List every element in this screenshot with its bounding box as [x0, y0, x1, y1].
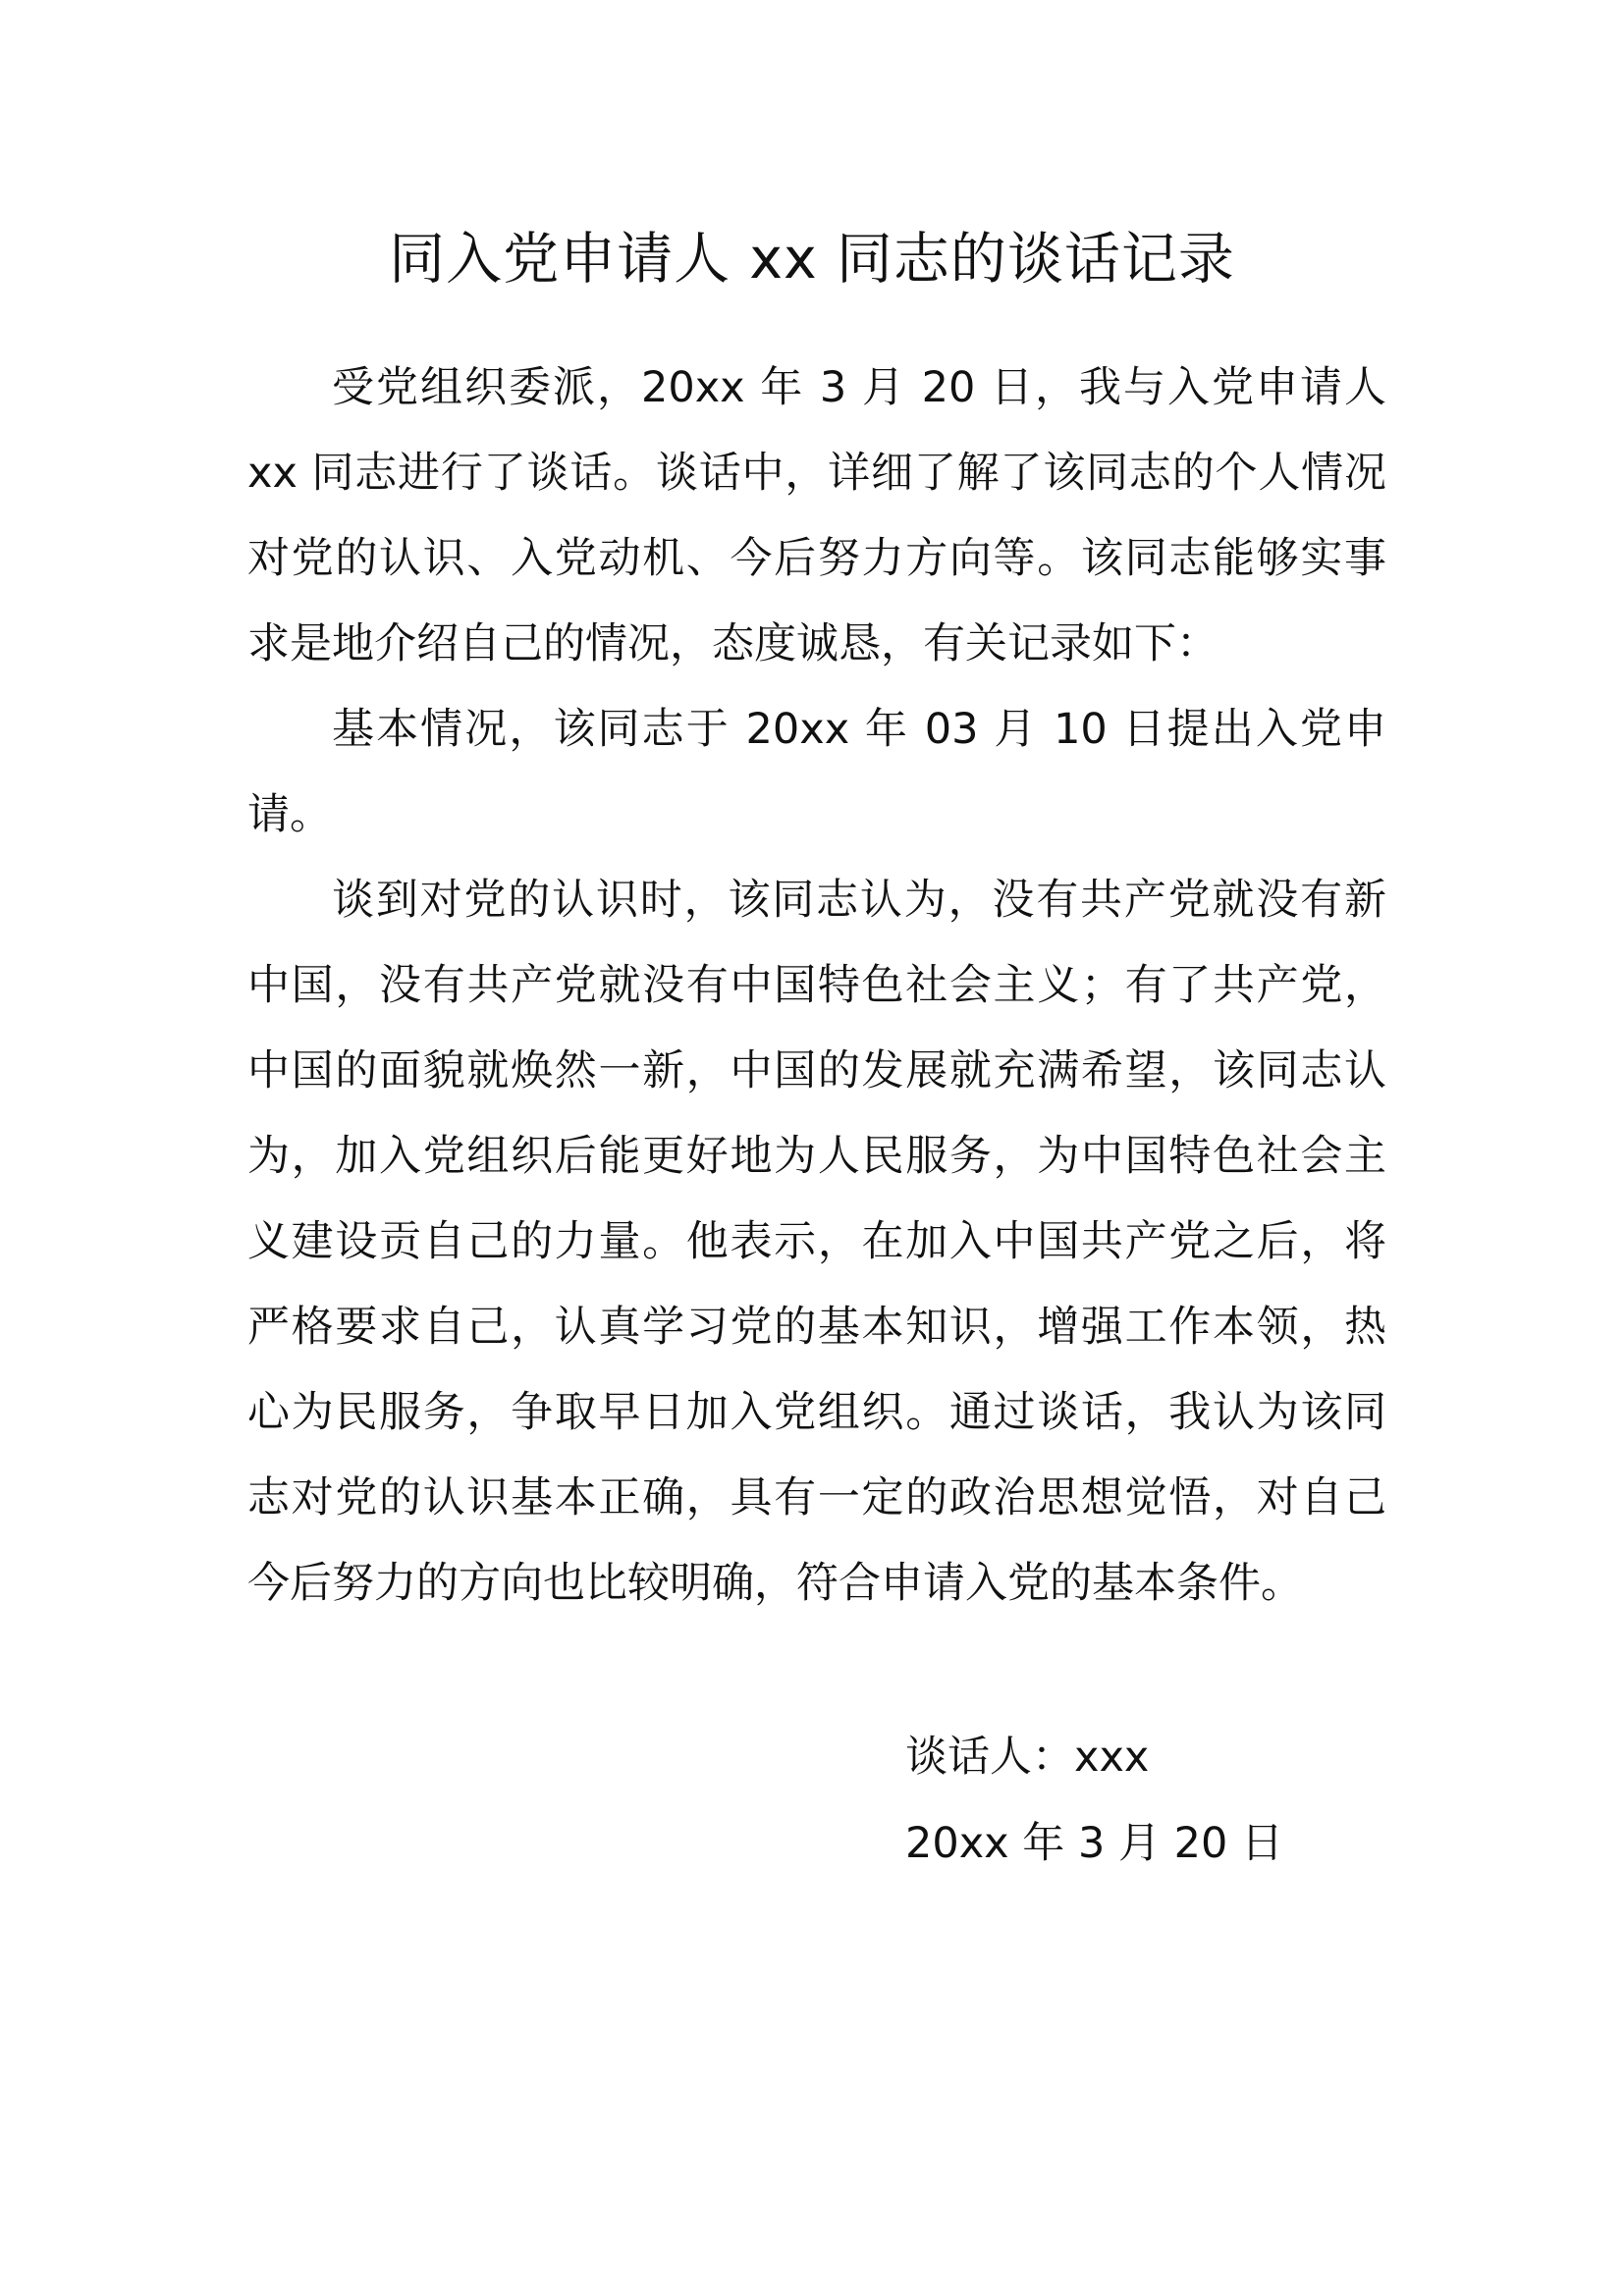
signature-block [905, 1714, 1396, 1887]
document-body [247, 346, 1386, 1627]
paragraph-basic-info: 基本情况，该同志于 20xx 年 03 月 10 日提出入党申请。 [247, 705, 1386, 839]
document-title: 同入党申请人 xx 同志的谈话记录 [389, 227, 1235, 292]
signature-date: 20xx 年 3 月 20 日 [905, 1819, 1284, 1868]
interviewer-line: 谈话人：xxx [905, 1733, 1150, 1782]
paragraph-understanding: 谈到对党的认识时，该同志认为，没有共产党就没有新中国，没有共产党就没有中国特色社会主义；有了共产党，中国的面貌就焕然一新，中国的发展就充满希望，该同志认为，加入党组织后能更好地为人民服务，为中国特色社会主义建设贡自己的力量。他表示，在加入中国共产党之后，将严格要求自己，认真学习党的基本知识，增强工作本领，热心为民服务，争取早日加入党组织。通过谈话，我认为该同志对党的认识基本正确，具有一定的政治思想觉悟，对自己今后努力的方向也比较明确，符合申请入党的基本条件。 [247, 876, 1386, 1608]
paragraph-intro: 受党组织委派，20xx 年 3 月 20 日，我与入党申请人 xx 同志进行了谈话。谈话中，详细了解了该同志的个人情况对党的认识、入党动机、今后努力方向等。该同志能够实事求是地介绍自己的情况，态度诚恳，有关记录如下： [247, 363, 1386, 668]
